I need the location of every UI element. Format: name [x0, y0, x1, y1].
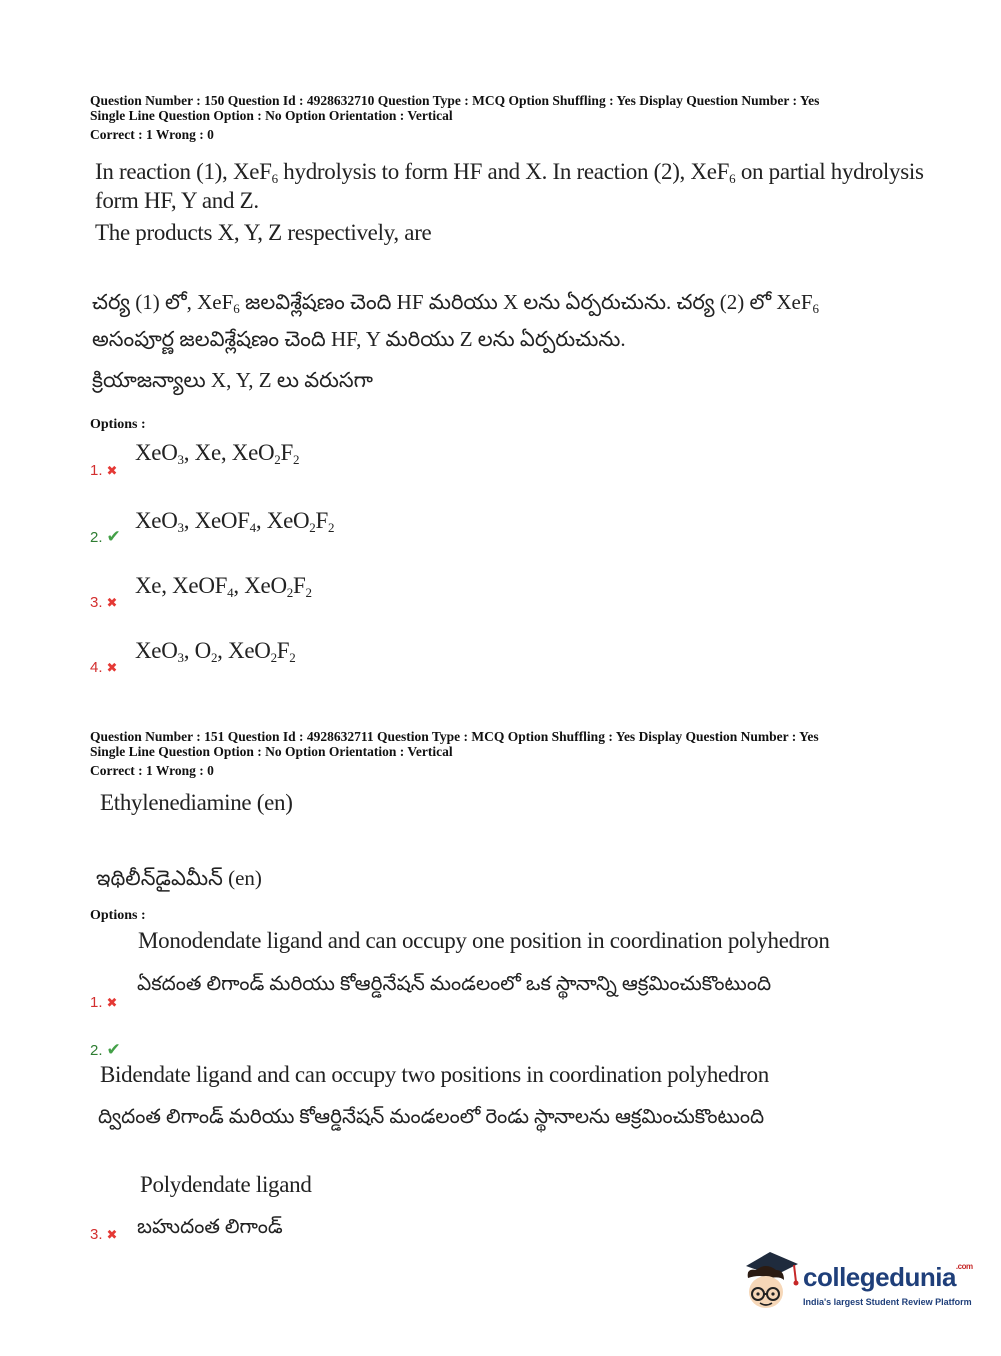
option-number: 4.: [90, 659, 103, 676]
q151-option-3-text-te[interactable]: బహుదంత లిగాండ్: [137, 1216, 283, 1238]
q150-text-en-line1: In reaction (1), XeF$_6$ hydrolysis to form HF and X. In reaction (2), XeF$_6$ on partial hydrolysis: [95, 159, 924, 186]
q151-option-1-text-en[interactable]: Monodendate ligand and can occupy one position in coordination polyhedron: [138, 928, 830, 953]
q151-text-te: ఇథిలీన్‌డైఎమీన్ (en): [96, 866, 262, 890]
q151-option-2-marker: [90, 1040, 121, 1060]
q150-option-4-marker: [90, 659, 117, 677]
option-number: 1.: [90, 462, 103, 479]
q151-text-en: Ethylenediamine (en): [100, 790, 293, 815]
q151-options-label: Options :: [90, 908, 146, 923]
q150-text-te-line3: క్రియాజన్యాలు X, Y, Z లు వరుసగా: [92, 368, 373, 392]
q151-option-2-text-en[interactable]: Bidendate ligand and can occupy two positions in coordination polyhedron: [100, 1062, 769, 1087]
q150-option-3-marker: [90, 594, 117, 612]
q151-meta-line3: Correct : 1 Wrong : 0: [90, 763, 214, 778]
option-number: 2.: [90, 1042, 103, 1059]
logo-tagline: India's largest Student Review Platform: [803, 1297, 972, 1307]
q151-option-3-marker: [90, 1226, 117, 1244]
q150-option-2-text[interactable]: XeO$_3$, XeOF$_4$, $XeO_2F_2$: [135, 508, 335, 535]
correct-check-icon: ✔: [106, 1040, 121, 1060]
q151-option-2-text-te[interactable]: ద్విదంత లిగాండ్ మరియు కోఆర్డినేషన్ మండలంలో రెండు స్థానాలను ఆక్రమించుకొంటుంది: [98, 1106, 765, 1128]
q151-meta-line2: Single Line Question Option : No Option Orientation : Vertical: [90, 744, 453, 759]
q150-option-1-marker: [90, 462, 117, 480]
q150-option-4-text[interactable]: XeO$_3$, $O_2$, $XeO_2F_2$: [135, 638, 296, 665]
q150-text-en-line2: form HF, Y and Z.: [95, 188, 259, 213]
q150-option-2-marker: [90, 527, 121, 547]
q150-option-1-text[interactable]: XeO$_3$, Xe, $XeO_2F_2$: [135, 440, 300, 467]
wrong-mark-icon: ✖: [106, 464, 118, 479]
wrong-mark-icon: ✖: [106, 661, 118, 676]
wrong-mark-icon: ✖: [106, 596, 118, 611]
option-number: 1.: [90, 994, 103, 1011]
q150-text-te-line2: అసంపూర్ణ జలవిశ్లేషణం చెంది HF, Y మరియు Z లను ఏర్పరుచును.: [92, 327, 626, 351]
mascot-icon: [740, 1248, 802, 1318]
option-number: 2.: [90, 529, 103, 546]
wrong-mark-icon: ✖: [106, 1228, 118, 1243]
q150-options-label: Options :: [90, 417, 146, 432]
q150-meta-line1: Question Number : 150 Question Id : 4928632710 Question Type : MCQ Option Shuffling : Yes Display Question Number : Yes: [90, 93, 820, 108]
q151-option-1-marker: [90, 994, 117, 1012]
collegedunia-logo: [740, 1248, 973, 1320]
logo-wordmark: collegedunia$^{.com}$: [803, 1262, 973, 1292]
q150-text-te-line1: చర్య (1) లో, XeF$_6$ జలవిశ్లేషణం చెంది HF మరియు X లను ఏర్పరుచును. చర్య (2) లో XeF$_6$: [92, 290, 820, 316]
wrong-mark-icon: ✖: [106, 996, 118, 1011]
option-number: 3.: [90, 1226, 103, 1243]
q151-meta-line1: Question Number : 151 Question Id : 4928632711 Question Type : MCQ Option Shuffling : Yes Display Question Number : Yes: [90, 729, 819, 744]
correct-check-icon: ✔: [106, 527, 121, 547]
q150-option-3-text[interactable]: Xe, XeOF$_4$, $XeO_2F_2$: [135, 573, 312, 600]
q150-meta-line3: Correct : 1 Wrong : 0: [90, 127, 214, 142]
q151-option-1-text-te[interactable]: ఏకదంత లిగాండ్ మరియు కోఆర్డినేషన్ మండలంలో ఒక స్థానాన్ని ఆక్రమించుకొంటుంది: [137, 973, 772, 995]
q150-meta-line2: Single Line Question Option : No Option Orientation : Vertical: [90, 108, 453, 123]
q150-text-en-line3: The products X, Y, Z respectively, are: [95, 220, 432, 245]
option-number: 3.: [90, 594, 103, 611]
q151-option-3-text-en[interactable]: Polydendate ligand: [140, 1172, 312, 1197]
